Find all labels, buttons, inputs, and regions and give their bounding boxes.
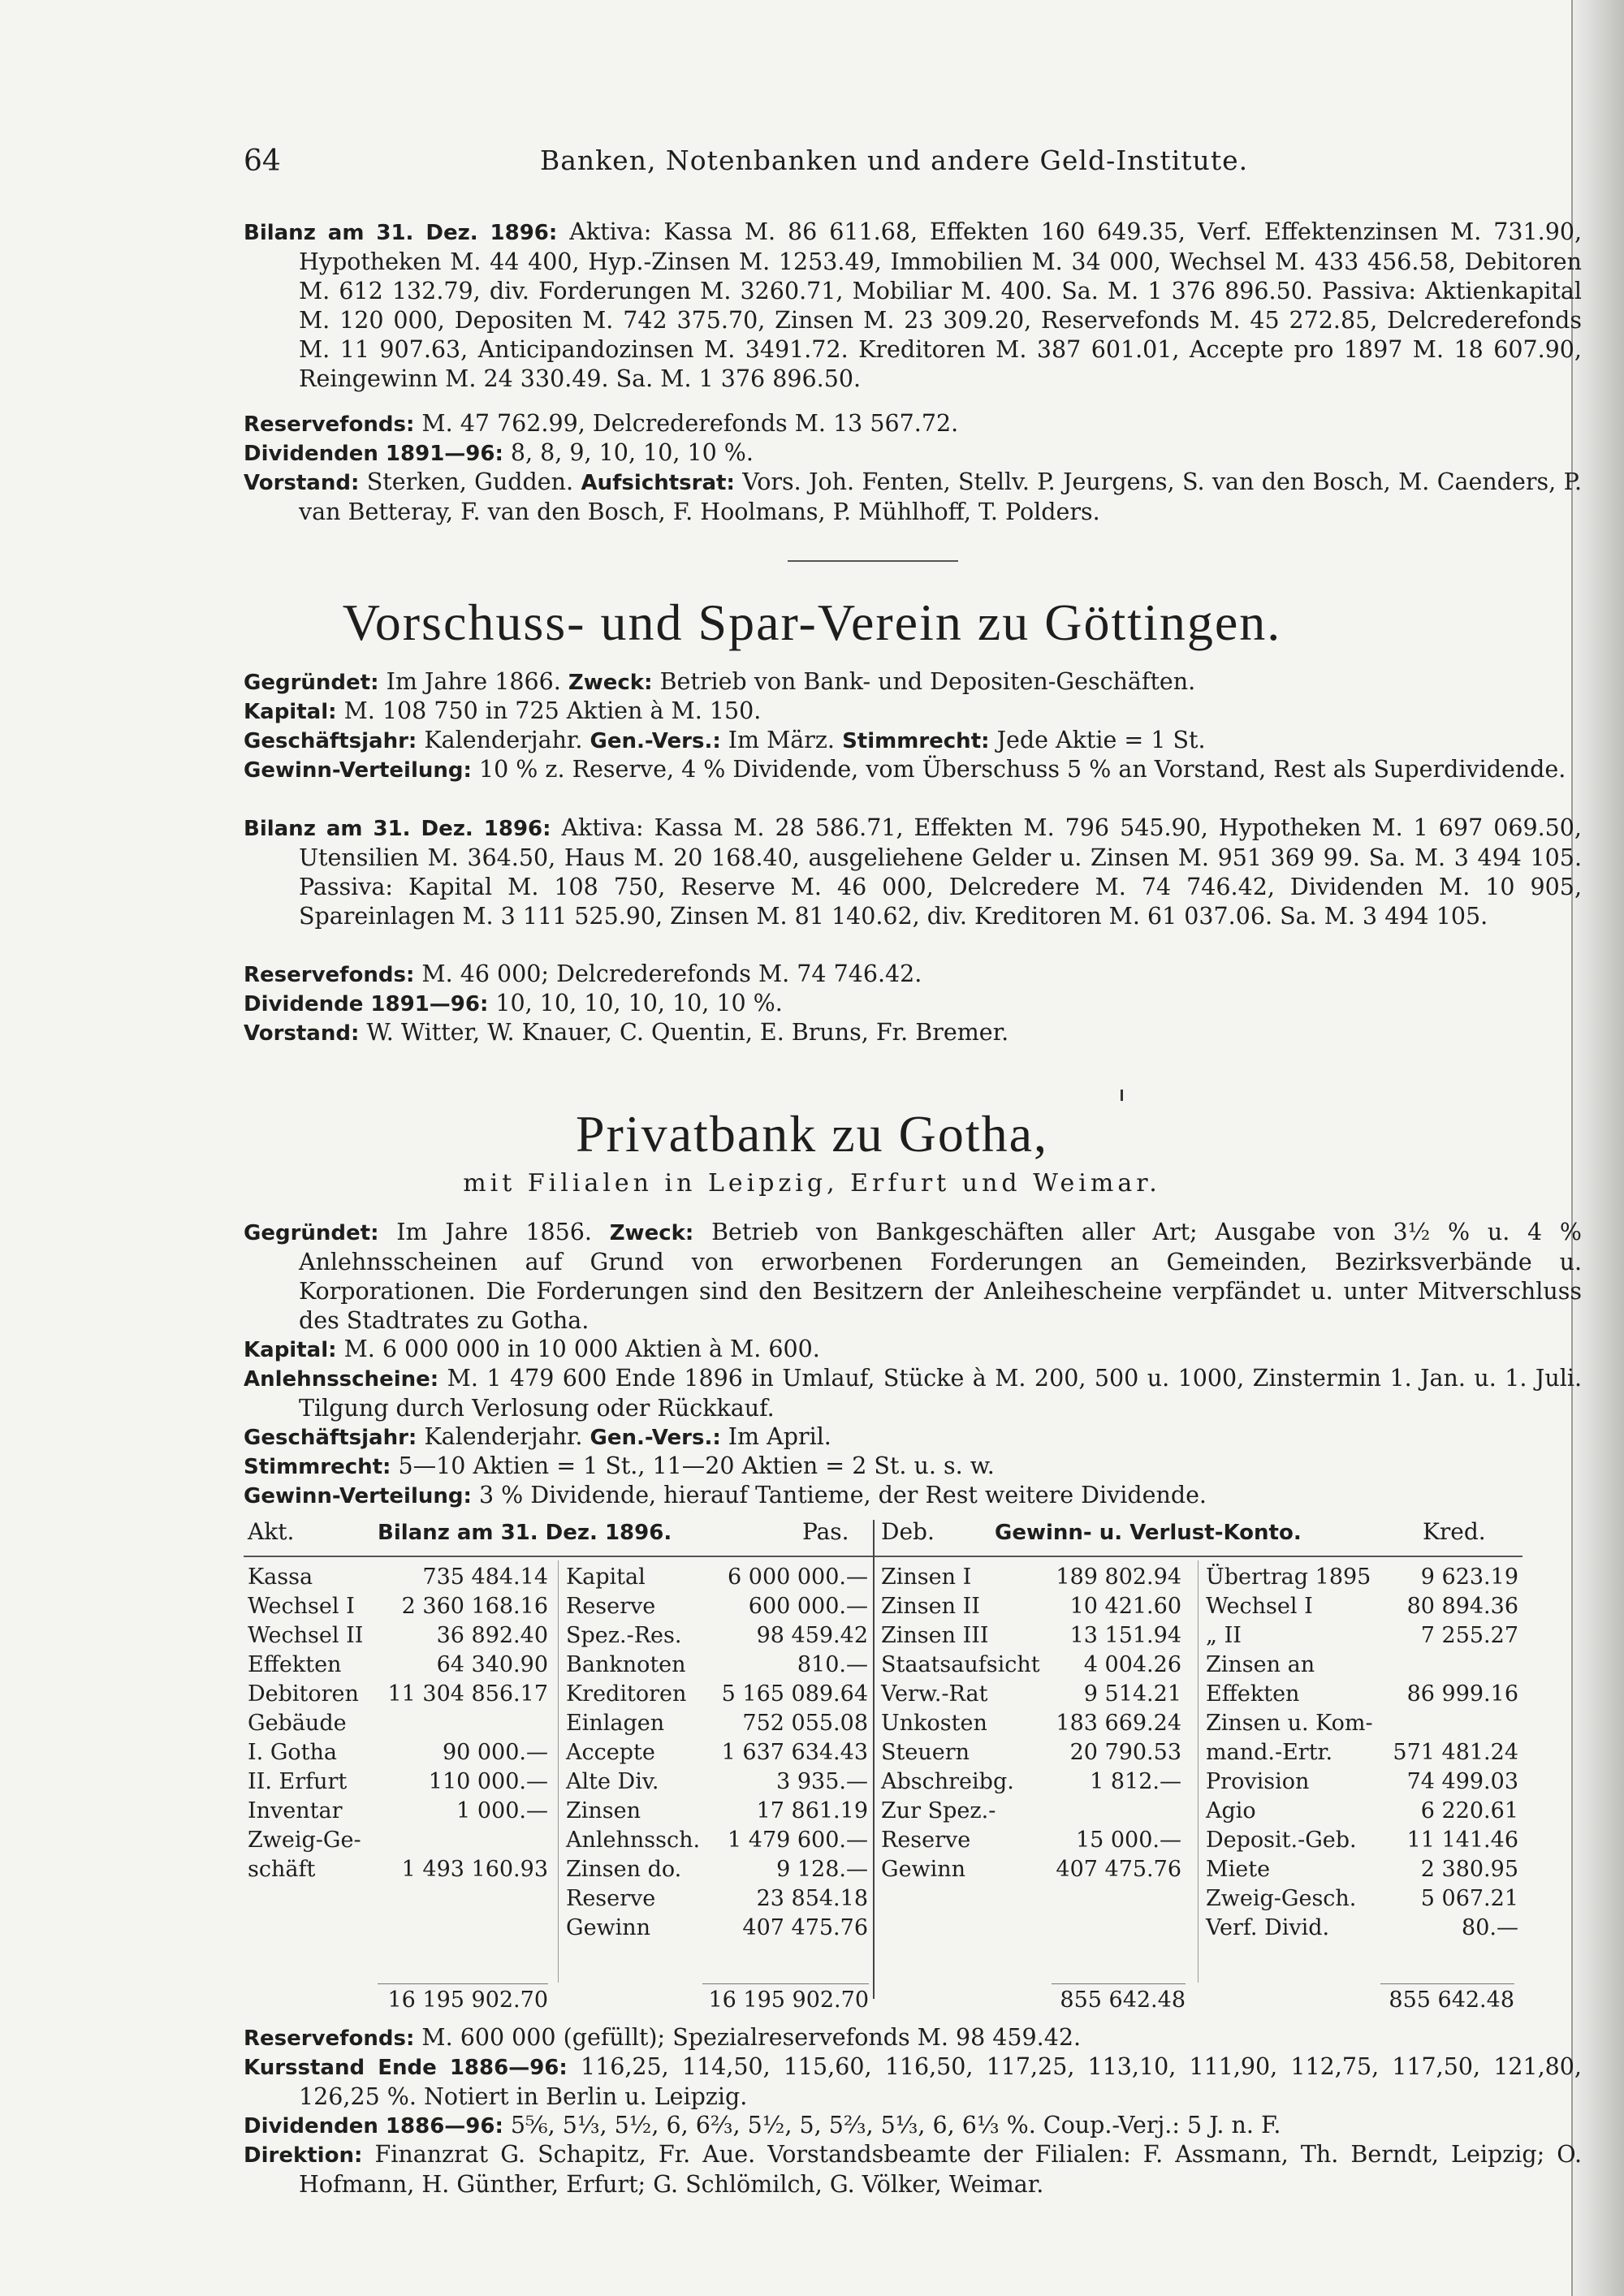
table-cell-label: schäft — [248, 1857, 316, 1882]
total-debet: 855 642.48 — [1060, 1987, 1186, 2013]
s2-title: Vorschuss- und Spar-Verein zu Göttingen. — [342, 593, 1282, 651]
table-row — [248, 1592, 548, 1621]
table-row — [248, 1563, 548, 1592]
table-row — [881, 1738, 1181, 1767]
table-row — [248, 1826, 548, 1855]
s3-dividenden: Dividenden 1886—96: 5⅚, 5⅓, 5½, 6, 6⅔, 5½, 5, 5⅔, 5⅓, 6, 6⅓ %. Coup.-Verj.: 5 J. n. F. — [244, 2112, 1281, 2138]
table-col-debet — [881, 1563, 1181, 1884]
table-row — [566, 1738, 868, 1767]
table-col-aktiva — [248, 1563, 548, 1884]
table-cell-value: 5 067.21 — [1420, 1886, 1518, 1911]
table-row — [881, 1767, 1181, 1797]
total-rule-kredit — [1380, 1983, 1514, 1984]
table-cell-label: Deposit.-Geb. — [1206, 1828, 1357, 1853]
table-cell-label: Gebäude — [248, 1711, 347, 1736]
table-cell-label: Gewinn — [566, 1915, 651, 1940]
s2-gewinn-verteilung: Gewinn-Verteilung: 10 % z. Reserve, 4 % Dividende, vom Überschuss 5 % an Vorstand, Rest als Superdividende. — [244, 756, 1566, 783]
table-row — [248, 1855, 548, 1884]
total-rule-debet — [1052, 1983, 1186, 1984]
table-cell-value: 20 790.53 — [1069, 1740, 1181, 1765]
s3-direktion: Direktion: Finanzrat G. Schapitz, Fr. Aue. Vorstandsbeamte der Filialen: F. Assmann, Th. Berndt, Leipzig; O. Hofmann, H. Günther, Erfurt; G. Schlömilch, G. Völker, Weimar. — [244, 2141, 1583, 2198]
table-row — [1206, 1797, 1518, 1826]
table-cell-value: 6 000 000.— — [728, 1564, 868, 1590]
table-cell-label: Provision — [1206, 1769, 1310, 1794]
total-aktiva: 16 195 902.70 — [387, 1987, 548, 2013]
s2-vorstand: Vorstand: W. Witter, W. Knauer, C. Quentin, E. Bruns, Fr. Bremer. — [244, 1019, 1009, 1046]
s2-gegruendet: Gegründet: Im Jahre 1866. Zweck: Betrieb von Bank- und Depositen-Geschäften. — [244, 668, 1196, 695]
table-cell-value: 1 479 600.— — [728, 1828, 868, 1853]
table-row — [248, 1738, 548, 1767]
table-cell-value: 10 421.60 — [1069, 1594, 1181, 1619]
table-row — [566, 1767, 868, 1797]
table-row — [881, 1826, 1181, 1855]
table-cell-label: Übertrag 1895 — [1206, 1564, 1371, 1590]
table-cell-value: 110 000.— — [428, 1769, 548, 1794]
table-row — [881, 1621, 1181, 1651]
table-cell-value: 183 669.24 — [1056, 1711, 1181, 1736]
table-cell-label: Agio — [1206, 1798, 1256, 1823]
table-cell-label: Kassa — [248, 1564, 313, 1590]
table-cell-label: Alte Div. — [566, 1769, 659, 1794]
table-row — [881, 1563, 1181, 1592]
s2-geschaeftsjahr: Geschäftsjahr: Kalenderjahr. Gen.-Vers.: Im März. Stimmrecht: Jede Aktie = 1 St. — [244, 727, 1206, 753]
table-cell-value: 98 459.42 — [756, 1623, 868, 1648]
table-cell-label: Zweig-Ge- — [248, 1828, 361, 1853]
table-cell-label: Effekten — [1206, 1681, 1300, 1707]
s3-kursstand: Kursstand Ende 1886—96: 116,25, 114,50, 115,60, 116,50, 117,25, 113,10, 111,90, 112,75, 117,50, 121,80, 126,25 %. Notiert in Berlin u. Leipzig. — [244, 2053, 1582, 2110]
table-row — [1206, 1651, 1518, 1680]
table-cell-value: 2 380.95 — [1420, 1857, 1518, 1882]
table-cell-value: 15 000.— — [1075, 1828, 1181, 1853]
table-cell-label: Verf. Divid. — [1206, 1915, 1330, 1940]
table-cell-value: 735 484.14 — [422, 1564, 548, 1590]
table-row — [1206, 1563, 1518, 1592]
s3-gegruendet: Gegründet: Im Jahre 1856. Zweck: Betrieb von Bankgeschäften aller Art; Ausgabe von 3½ % u. 4 % Anlehnsscheinen auf Grund von erworbenen Forderungen an Gemeinden, Bezirksverbände u. Korporationen. Die Forderungen sind den Besitzern der Anleihescheine verpfändet u. unter Mitverschluss des Stadtrates zu Gotha. — [244, 1219, 1582, 1334]
s3-anlehnsscheine: Anlehnsscheine: M. 1 479 600 Ende 1896 in Umlauf, Stücke à M. 200, 500 u. 1000, Zinstermin 1. Jan. u. 1. Juli. Tilgung durch Verlosung oder Rückkauf. — [244, 1365, 1583, 1422]
s2-kapital: Kapital: M. 108 750 in 725 Aktien à M. 150. — [244, 697, 762, 724]
table-cell-label: Verw.-Rat — [881, 1681, 988, 1707]
table-cell-label: Accepte — [566, 1740, 655, 1765]
table-cell-label: Zinsen do. — [566, 1857, 682, 1882]
table-cell-value: 3 935.— — [776, 1769, 868, 1794]
running-title: Banken, Notenbanken und andere Geld-Institute. — [540, 145, 1249, 176]
table-row — [881, 1592, 1181, 1621]
table-cell-value: 80 894.36 — [1406, 1594, 1518, 1619]
table-header-rule — [244, 1556, 1522, 1557]
table-row — [1206, 1709, 1518, 1738]
table-row — [566, 1680, 868, 1709]
table-cell-value: 810.— — [797, 1652, 868, 1677]
table-divider-bilanz — [558, 1560, 559, 1983]
s3-stimmrecht: Stimmrecht: 5—10 Aktien = 1 St., 11—20 Aktien = 2 St. u. s. w. — [244, 1452, 995, 1479]
table-row — [1206, 1738, 1518, 1767]
table-cell-label: Einlagen — [566, 1711, 665, 1736]
table-row — [1206, 1621, 1518, 1651]
s1-bilanz: Bilanz am 31. Dez. 1896: Aktiva: Kassa M. 86 611.68, Effekten 160 649.35, Verf. Effektenzinsen M. 731.90, Hypotheken M. 44 400, Hyp.-Zinsen M. 1253.49, Immobilien M. 34 000, Wechsel M. 433 456.58, Debitoren M. 612 132.79, div. Forderungen M. 3260.71, Mobiliar M. 400. Sa. M. 1 376 896.50. Passiva: Aktienkapital M. 120 000, Depositen M. 742 375.70, Zinsen M. 23 309.20, Reservefonds M. 45 272.85, Delcrederefonds M. 11 907.63, Anticipandozinsen M. 3491.72. Kreditoren M. 387 601.01, Accepte pro 1897 M. 18 607.90, Reingewinn M. 24 330.49. Sa. M. 1 376 896.50. — [244, 218, 1583, 392]
total-rule-aktiva — [378, 1983, 548, 1984]
table-cell-label: Reserve — [881, 1828, 971, 1853]
table-row — [566, 1797, 868, 1826]
table-cell-label: Unkosten — [881, 1711, 987, 1736]
table-row — [1206, 1826, 1518, 1855]
s2-dividende: Dividende 1891—96: 10, 10, 10, 10, 10, 10 %. — [244, 990, 783, 1016]
table-row — [1206, 1914, 1518, 1943]
table-col-kredit — [1206, 1563, 1518, 1943]
table-cell-value: 1 812.— — [1090, 1769, 1181, 1794]
table-cell-value: 1 637 634.43 — [721, 1740, 868, 1765]
table-cell-label: Zinsen an — [1206, 1652, 1315, 1677]
printer-mark — [1121, 1090, 1123, 1101]
table-row — [566, 1884, 868, 1914]
table-cell-value: 9 128.— — [776, 1857, 868, 1882]
table-row — [566, 1592, 868, 1621]
table-row — [881, 1680, 1181, 1709]
table-cell-value: 9 514.21 — [1083, 1681, 1181, 1707]
table-cell-label: Kreditoren — [566, 1681, 687, 1707]
total-passiva: 16 195 902.70 — [708, 1987, 869, 2013]
table-row — [1206, 1592, 1518, 1621]
table-head-gv: Gewinn- u. Verlust-Konto. — [995, 1521, 1302, 1545]
table-cell-value: 407 475.76 — [742, 1915, 868, 1940]
table-row — [566, 1709, 868, 1738]
table-cell-label: Wechsel II — [248, 1623, 364, 1648]
table-row — [248, 1680, 548, 1709]
table-row — [566, 1651, 868, 1680]
s3-geschaeftsjahr: Geschäftsjahr: Kalenderjahr. Gen.-Vers.: Im April. — [244, 1423, 831, 1450]
table-row — [566, 1621, 868, 1651]
table-cell-value: 1 493 160.93 — [401, 1857, 548, 1882]
s3-title: Privatbank zu Gotha, — [575, 1105, 1049, 1163]
table-row — [566, 1855, 868, 1884]
table-col-passiva — [566, 1563, 868, 1943]
table-cell-label: Gewinn — [881, 1857, 966, 1882]
s3-kapital: Kapital: M. 6 000 000 in 10 000 Aktien à M. 600. — [244, 1336, 820, 1362]
table-center-divider — [873, 1520, 875, 1999]
table-row — [248, 1621, 548, 1651]
table-cell-label: Wechsel I — [248, 1594, 355, 1619]
table-row — [1206, 1680, 1518, 1709]
table-row — [881, 1855, 1181, 1884]
table-cell-label: Kapital — [566, 1564, 646, 1590]
table-cell-label: Effekten — [248, 1652, 342, 1677]
table-row — [566, 1826, 868, 1855]
table-head-akt: Akt. — [248, 1518, 295, 1545]
table-head-deb: Deb. — [881, 1518, 935, 1545]
table-cell-value: 86 999.16 — [1406, 1681, 1518, 1707]
table-head-bilanz: Bilanz am 31. Dez. 1896. — [378, 1521, 672, 1545]
table-cell-value: 23 854.18 — [756, 1886, 868, 1911]
table-head-kred: Kred. — [1423, 1518, 1486, 1545]
table-cell-value: 17 861.19 — [756, 1798, 868, 1823]
s3-subtitle: mit Filialen in Leipzig, Erfurt und Weimar. — [463, 1169, 1161, 1198]
table-cell-value: 189 802.94 — [1056, 1564, 1181, 1590]
table-cell-label: Spez.-Res. — [566, 1623, 682, 1648]
table-divider-gv — [1198, 1560, 1199, 1983]
table-cell-value: 36 892.40 — [436, 1623, 548, 1648]
total-rule-passiva — [702, 1983, 869, 1984]
section-divider — [788, 560, 958, 562]
table-cell-value: 74 499.03 — [1406, 1769, 1518, 1794]
table-cell-label: Zinsen III — [881, 1623, 989, 1648]
s1-reserve: Reservefonds: M. 47 762.99, Delcrederefonds M. 13 567.72. — [244, 410, 959, 437]
table-row — [248, 1651, 548, 1680]
table-cell-label: Zinsen II — [881, 1594, 980, 1619]
table-cell-value: 2 360 168.16 — [401, 1594, 548, 1619]
table-row — [881, 1797, 1181, 1826]
table-cell-value: 752 055.08 — [742, 1711, 868, 1736]
table-row — [881, 1709, 1181, 1738]
table-cell-value: 6 220.61 — [1420, 1798, 1518, 1823]
table-row — [881, 1651, 1181, 1680]
table-row — [566, 1914, 868, 1943]
s2-reserve: Reservefonds: M. 46 000; Delcrederefonds M. 74 746.42. — [244, 960, 922, 987]
table-cell-label: Zur Spez.- — [881, 1798, 996, 1823]
table-cell-label: Inventar — [248, 1798, 343, 1823]
table-cell-value: 11 304 856.17 — [387, 1681, 548, 1707]
table-cell-label: I. Gotha — [248, 1740, 337, 1765]
table-cell-label: Miete — [1206, 1857, 1271, 1882]
table-cell-value: 5 165 089.64 — [721, 1681, 868, 1707]
table-row — [248, 1797, 548, 1826]
page-number: 64 — [244, 145, 281, 178]
s1-vorstand: Vorstand: Sterken, Gudden. Aufsichtsrat: Vors. Joh. Fenten, Stellv. P. Jeurgens, S. van den Bosch, M. Caenders, P. van Betteray, F. van den Bosch, F. Hoolmans, P. Mühlhoff, T. Polders. — [244, 468, 1583, 525]
table-row — [1206, 1884, 1518, 1914]
table-cell-value: 600 000.— — [748, 1594, 868, 1619]
table-cell-value: 11 141.46 — [1406, 1828, 1518, 1853]
table-row — [1206, 1855, 1518, 1884]
s3-reserve: Reservefonds: M. 600 000 (gefüllt); Spezialreservefonds M. 98 459.42. — [244, 2024, 1082, 2051]
s1-dividenden: Dividenden 1891—96: 8, 8, 9, 10, 10, 10 %. — [244, 439, 754, 466]
table-cell-label: „ II — [1206, 1623, 1242, 1648]
table-row — [248, 1767, 548, 1797]
table-cell-label: Anlehnssch. — [566, 1828, 701, 1853]
table-cell-value: 9 623.19 — [1420, 1564, 1518, 1590]
table-cell-label: Abschreibg. — [881, 1769, 1014, 1794]
table-cell-value: 1 000.— — [456, 1798, 548, 1823]
table-head-pas: Pas. — [802, 1518, 849, 1545]
table-cell-label: Staatsaufsicht — [881, 1652, 1040, 1677]
table-row — [1206, 1767, 1518, 1797]
total-kredit: 855 642.48 — [1389, 1987, 1514, 2013]
table-cell-label: Reserve — [566, 1886, 656, 1911]
table-cell-label: Steuern — [881, 1740, 970, 1765]
table-cell-value: 80.— — [1462, 1915, 1518, 1940]
table-cell-label: Debitoren — [248, 1681, 359, 1707]
table-row — [248, 1709, 548, 1738]
table-row — [566, 1563, 868, 1592]
table-cell-value: 13 151.94 — [1069, 1623, 1181, 1648]
s2-bilanz: Bilanz am 31. Dez. 1896: Aktiva: Kassa M. 28 586.71, Effekten M. 796 545.90, Hypotheken M. 1 697 069.50, Utensilien M. 364.50, Haus M. 20 168.40, ausgeliehene Gelder u. Zinsen M. 951 369 99. Sa. M. 3 494 105. Passiva: Kapital M. 108 750, Reserve M. 46 000, Delcredere M. 74 746.42, Dividenden M. 10 905, Spareinlagen M. 3 111 525.90, Zinsen M. 81 140.62, div. Kreditoren M. 61 037.06. Sa. M. 3 494 105. — [244, 814, 1582, 930]
table-cell-label: Banknoten — [566, 1652, 686, 1677]
table-cell-value: 90 000.— — [442, 1740, 548, 1765]
table-cell-label: Reserve — [566, 1594, 656, 1619]
table-cell-value: 4 004.26 — [1083, 1652, 1181, 1677]
table-cell-label: Zinsen u. Kom- — [1206, 1711, 1373, 1736]
table-cell-label: Wechsel I — [1206, 1594, 1313, 1619]
table-cell-label: Zinsen — [566, 1798, 641, 1823]
table-cell-value: 64 340.90 — [436, 1652, 548, 1677]
table-cell-label: mand.-Ertr. — [1206, 1740, 1333, 1765]
s3-gewinn-verteilung: Gewinn-Verteilung: 3 % Dividende, hierauf Tantieme, der Rest weitere Dividende. — [244, 1482, 1207, 1508]
table-cell-label: II. Erfurt — [248, 1769, 348, 1794]
table-cell-label: Zinsen I — [881, 1564, 972, 1590]
table-cell-value: 571 481.24 — [1393, 1740, 1518, 1765]
table-cell-value: 407 475.76 — [1056, 1857, 1181, 1882]
table-cell-value: 7 255.27 — [1420, 1623, 1518, 1648]
table-cell-label: Zweig-Gesch. — [1206, 1886, 1357, 1911]
